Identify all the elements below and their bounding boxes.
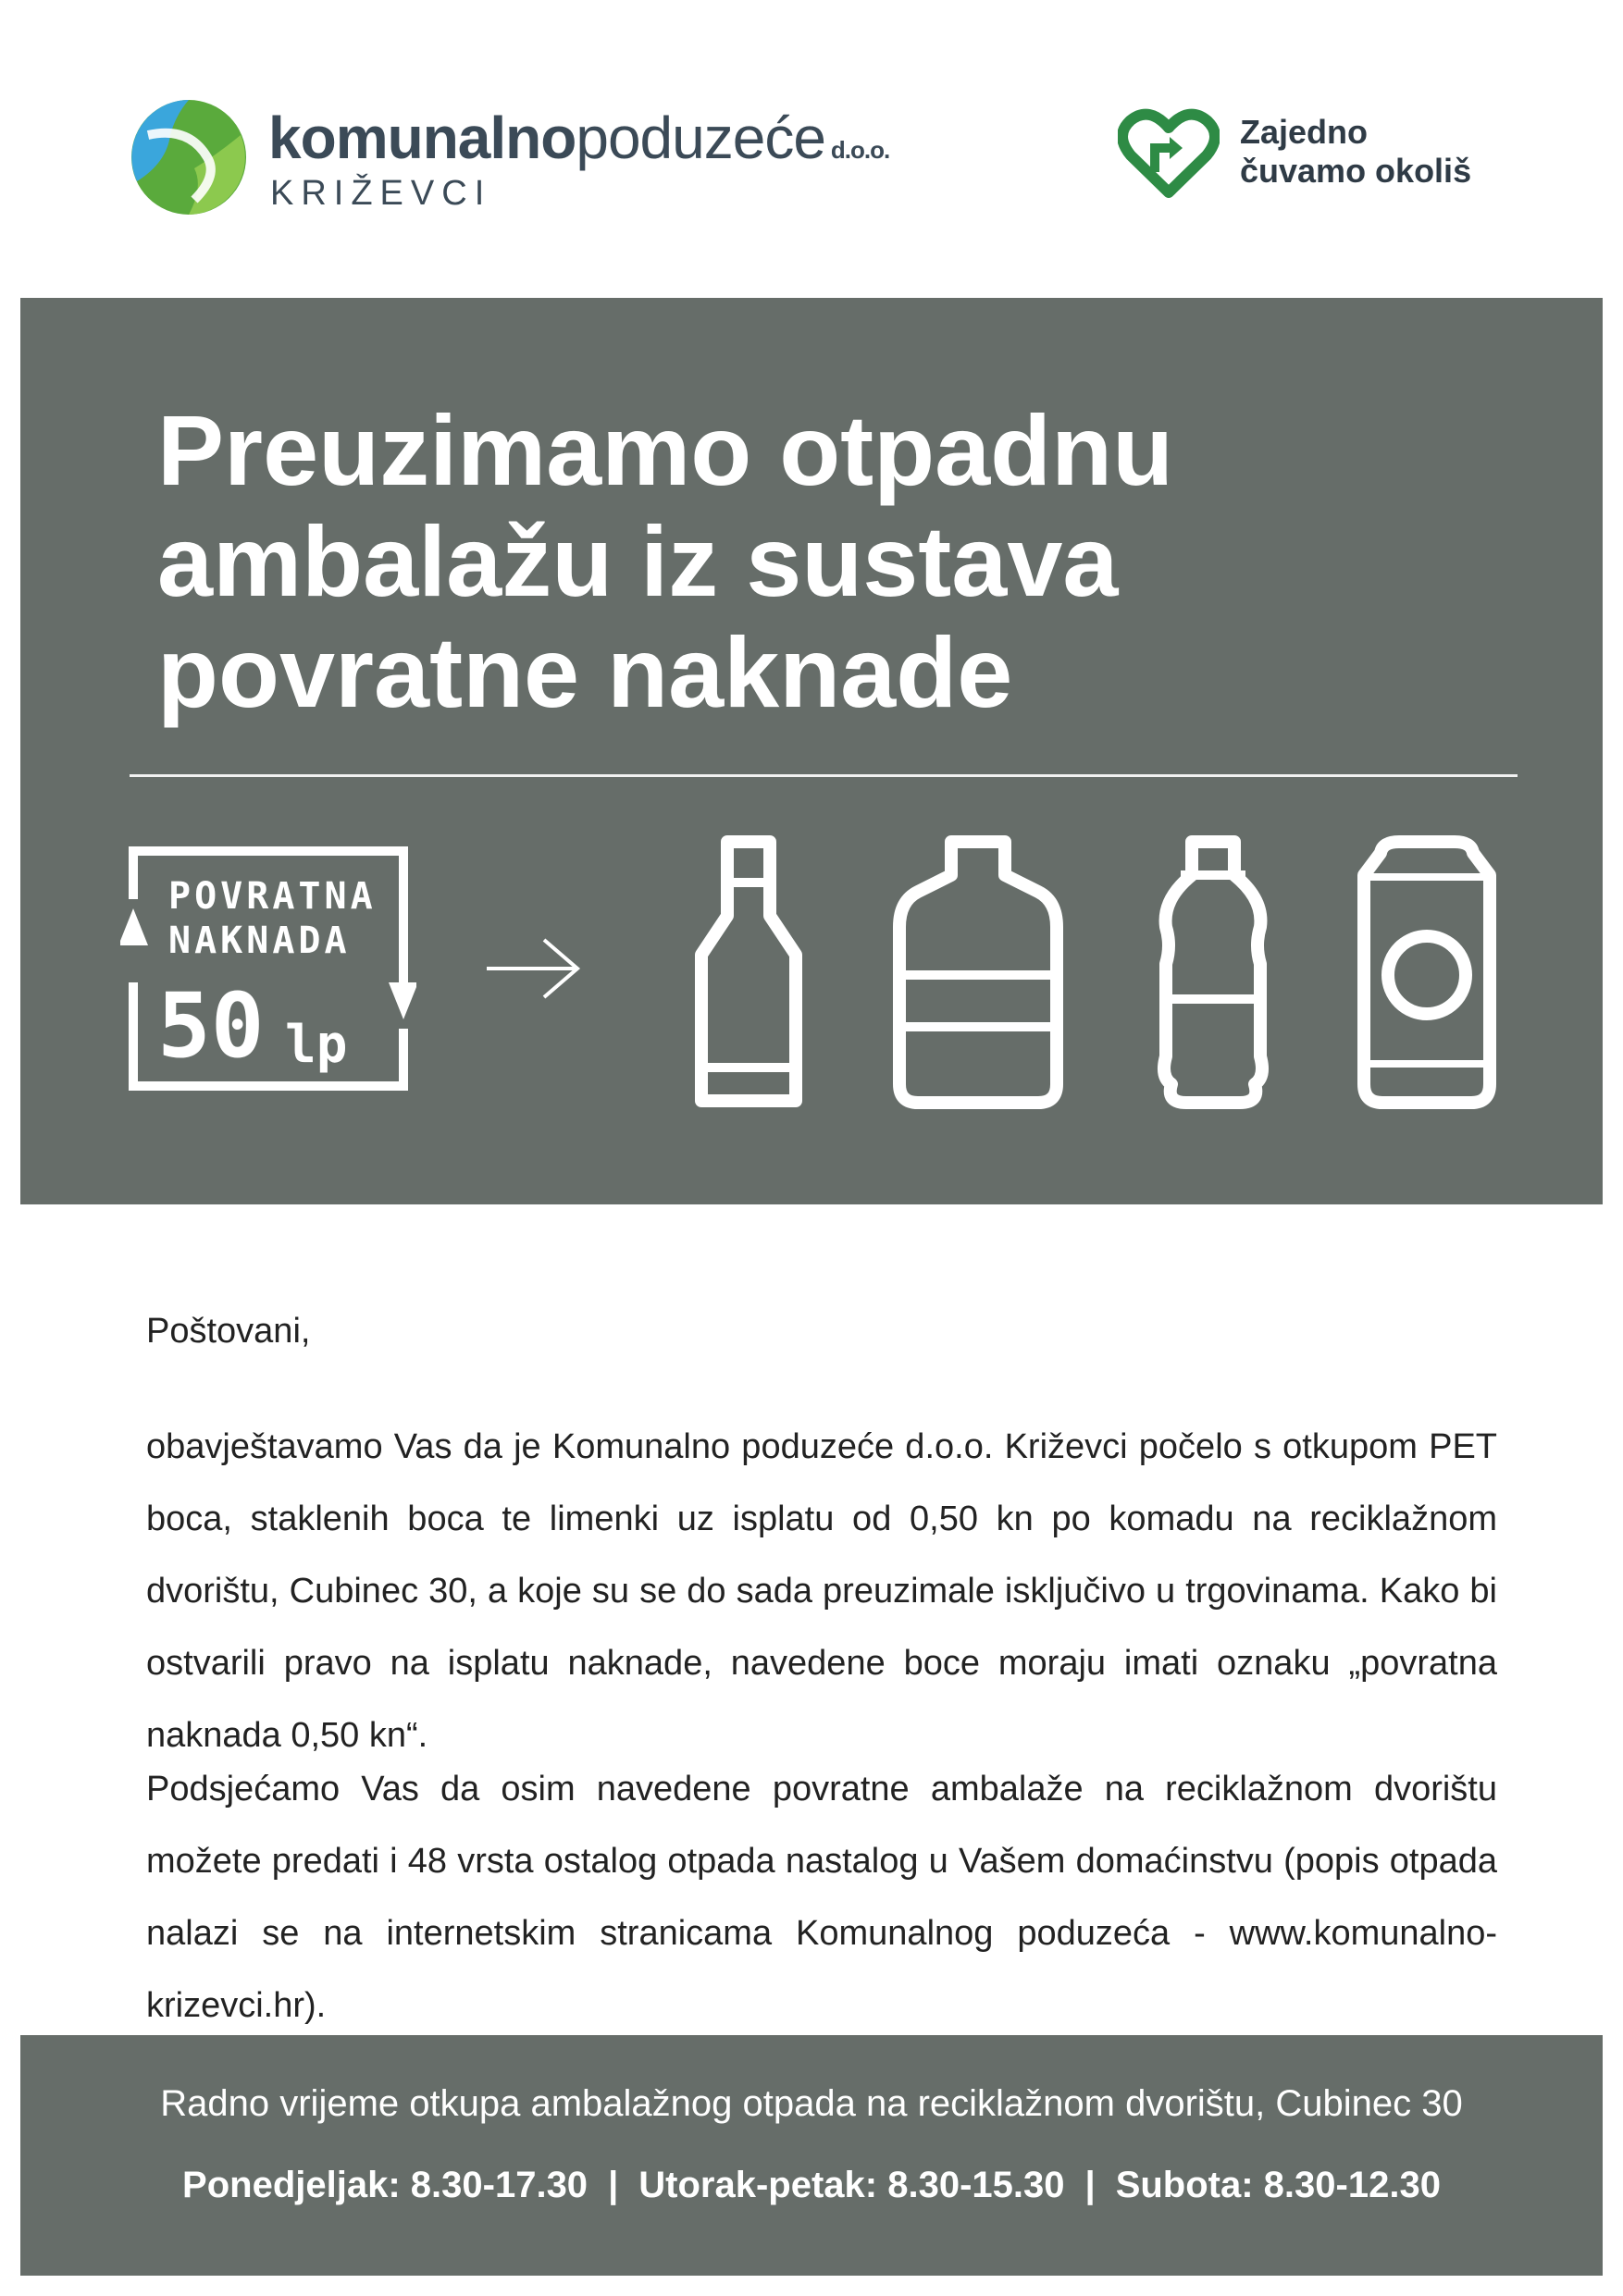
body-paragraph: obavještavamo Vas da je Komunalno poduzeće d.o.o. Križevci počelo s otkupom PET boca, staklenih boca te limenki uz isplatu od 0,50 kn po komadu na reciklažnom dvorištu, Cubinec 30, a koje su se do sada preuzimale isključivo u trgovinama. Kako bi ostvarili pravo na isplatu naknade, navedene boce moraju imati oznaku „povratna naknada 0,50 kn“. [146,1427,1497,1755]
arrow-right-icon [483,936,585,1001]
slogan-text: Zajedno čuvamo okoliš [1240,113,1472,190]
company-logo [130,91,944,229]
recycle-heart-icon [1118,107,1220,200]
divider [130,774,1518,777]
can-icon [1353,834,1501,1112]
hours-saturday: Subota: 8.30-12.30 [1115,2165,1441,2205]
hours-monday: Ponedjeljak: 8.30-17.30 [182,2165,588,2205]
water-jug-icon [890,834,1066,1112]
hours-list [20,2165,1603,2206]
symbol-unit: lp [285,1015,348,1075]
pet-bottle-icon [1153,834,1273,1112]
headline-banner [20,298,1603,1204]
hours-banner [20,2035,1603,2276]
headline [157,395,1499,728]
slogan-logo [1118,102,1506,204]
symbol-line1: POVRATNA [168,875,377,918]
deposit-symbol-icon [120,844,416,1093]
hours-separator: | [608,2165,619,2205]
hours-separator: | [1084,2165,1096,2205]
headline-line: ambalažu iz sustava [157,505,1119,617]
company-logo-icon [130,98,248,216]
greeting: Poštovani, [146,1312,311,1351]
symbol-amount: 50 [157,974,265,1078]
hours-tue-fri: Utorak-petak: 8.30-15.30 [638,2165,1065,2205]
headline-line: povratne naknade [157,616,1013,728]
symbol-line2: NAKNADA [168,920,351,962]
company-city: KRIŽEVCI [270,174,492,213]
headline-line: Preuzimamo otpadnu [157,394,1174,506]
glass-bottle-icon [688,834,809,1112]
hours-title: Radno vrijeme otkupa ambalažnog otpada na reciklažnom dvorištu, Cubinec 30 [160,2083,1463,2124]
company-name: komunalnopoduzeće d.o.o. [268,105,890,171]
body-paragraph: Podsjećamo Vas da osim navedene povratne ambalaže na reciklažnom dvorištu možete predati i 48 vrsta ostalog otpada nastalog u Vašem domaćinstvu (popis otpada nalazi se na internetskim stranicama Komunalnog poduzeća - www.komunalno-krizevci.hr). [146,1770,1497,2025]
